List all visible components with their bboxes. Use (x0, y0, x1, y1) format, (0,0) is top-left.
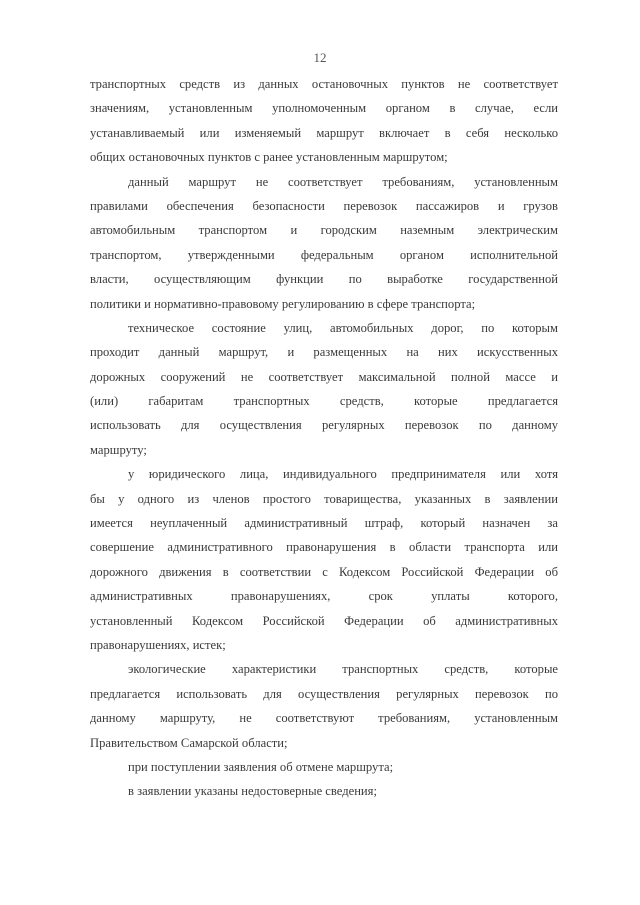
paragraph (90, 170, 558, 316)
text-line: установленный Кодексом Российской Федерации об административных (90, 613, 558, 628)
paragraph (90, 316, 558, 462)
text-line: предлагается использовать для осуществления регулярных перевозок по (90, 686, 558, 701)
text-line: транспортом, утвержденными федеральным органом исполнительной (90, 247, 558, 262)
paragraph (90, 779, 558, 803)
text-line: использовать для осуществления регулярных перевозок по данному (90, 418, 558, 433)
text-line: политики и нормативно-правовому регулированию в сфере транспорта; (90, 296, 476, 311)
paragraph (90, 72, 558, 170)
paragraph (90, 755, 558, 779)
text-line: техническое состояние улиц, автомобильных дорог, по которым (128, 320, 558, 335)
page-number: 12 (313, 50, 327, 65)
text-line: при поступлении заявления об отмене маршрута; (128, 759, 394, 774)
text-line: данному маршруту, не соответствуют требованиям, установленным (90, 711, 558, 726)
text-line: правилами обеспечения безопасности перевозок пассажиров и грузов (90, 198, 558, 213)
text-line: данный маршрут не соответствует требованиям, установленным (128, 174, 558, 189)
text-line: имеется неуплаченный административный штраф, который назначен за (90, 516, 558, 531)
text-line: устанавливаемый или изменяемый маршрут включает в себя несколько (90, 125, 558, 140)
text-line: экологические характеристики транспортных средств, которые (128, 662, 558, 677)
text-line: общих остановочных пунктов с ранее установленным маршрутом; (90, 150, 448, 165)
text-line: маршруту; (90, 442, 147, 457)
text-line: административных правонарушениях, срок уплаты которого, (90, 589, 558, 604)
text-line: у юридического лица, индивидуального предпринимателя или хотя (128, 467, 558, 482)
document-body (90, 72, 558, 804)
text-line: дорожных сооружений не соответствует максимальной полной массе и (90, 369, 558, 384)
text-line: в заявлении указаны недостоверные сведения; (128, 784, 377, 799)
text-line: правонарушениях, истек; (90, 637, 226, 652)
text-line: автомобильным транспортом и городским наземным электрическим (90, 223, 558, 238)
text-line: (или) габаритам транспортных средств, которые предлагается (90, 394, 558, 409)
text-line: проходит данный маршрут, и размещенных на них искусственных (90, 345, 558, 360)
text-line: бы у одного из членов простого товарищества, указанных в заявлении (90, 491, 558, 506)
paragraph (90, 462, 558, 657)
paragraph (90, 657, 558, 755)
text-line: власти, осуществляющим функции по выработке государственной (90, 272, 558, 287)
text-line: транспортных средств из данных остановочных пунктов не соответствует (90, 77, 558, 91)
text-line: совершение административного правонарушения в области транспорта или (90, 540, 558, 555)
text-line: дорожного движения в соответствии с Кодексом Российской Федерации об (90, 564, 558, 579)
text-line: значениям, установленным уполномоченным органом в случае, если (90, 101, 558, 116)
text-line: Правительством Самарской области; (90, 735, 288, 750)
